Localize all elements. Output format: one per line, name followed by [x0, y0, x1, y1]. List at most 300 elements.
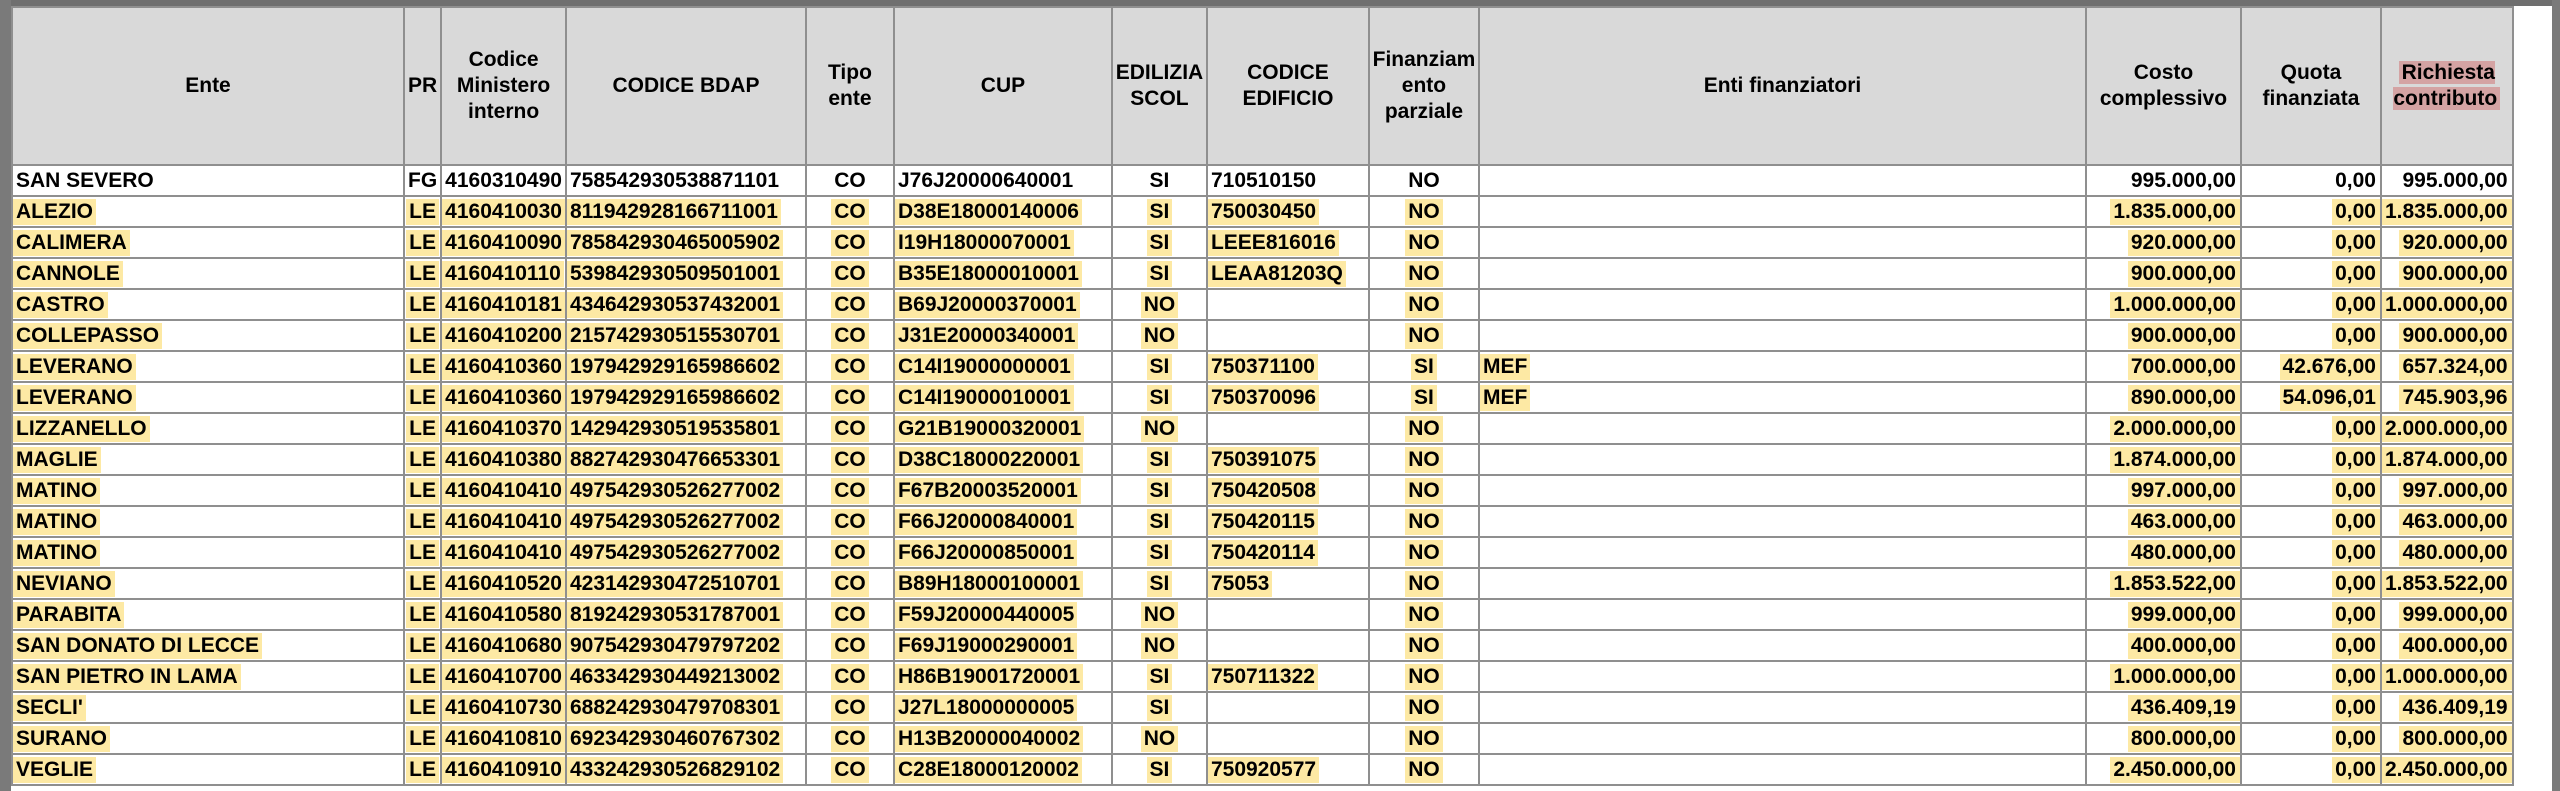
cell-ente[interactable] — [12, 661, 404, 692]
cell-tipo-ente[interactable] — [806, 537, 894, 568]
cell-codice-bdap[interactable] — [566, 413, 806, 444]
cell-edilizia-scol[interactable] — [1112, 196, 1207, 227]
cell-enti-finanziatori[interactable] — [1479, 506, 2086, 537]
cell-ente[interactable] — [12, 227, 404, 258]
cell-ente[interactable] — [12, 599, 404, 630]
cell-costo-complessivo[interactable] — [2086, 444, 2241, 475]
header-cup[interactable]: CUP — [894, 7, 1112, 165]
cell-enti-finanziatori[interactable] — [1479, 630, 2086, 661]
cell-tipo-ente[interactable] — [806, 599, 894, 630]
header-codice-edificio[interactable]: CODICE EDIFICIO — [1207, 7, 1369, 165]
cell-richiesta-contributo[interactable] — [2381, 320, 2513, 351]
cell-codice-edificio[interactable] — [1207, 599, 1369, 630]
cell-cup[interactable] — [894, 599, 1112, 630]
cell-richiesta-contributo[interactable] — [2381, 196, 2513, 227]
cell-edilizia-scol[interactable] — [1112, 444, 1207, 475]
cell-pr[interactable] — [404, 661, 441, 692]
cell-costo-complessivo-text: 480.000,00 — [2128, 540, 2240, 566]
cell-tipo-ente[interactable] — [806, 630, 894, 661]
cell-richiesta-contributo[interactable] — [2381, 599, 2513, 630]
cell-costo-complessivo[interactable] — [2086, 692, 2241, 723]
cell-tipo-ente[interactable] — [806, 413, 894, 444]
cell-quota-finanziata[interactable] — [2241, 692, 2381, 723]
cell-costo-complessivo[interactable] — [2086, 537, 2241, 568]
cell-codice-ministero[interactable] — [441, 196, 566, 227]
cell-pr[interactable] — [404, 506, 441, 537]
cell-codice-ministero[interactable] — [441, 661, 566, 692]
cell-codice-ministero-text: 4160410370 — [442, 416, 565, 442]
cell-pr-text: LE — [406, 292, 439, 318]
cell-enti-finanziatori[interactable] — [1479, 320, 2086, 351]
cell-codice-ministero[interactable] — [441, 289, 566, 320]
cell-edilizia-scol[interactable] — [1112, 692, 1207, 723]
cell-pr[interactable] — [404, 382, 441, 413]
cell-richiesta-contributo[interactable] — [2381, 568, 2513, 599]
cell-codice-ministero[interactable] — [441, 382, 566, 413]
cell-quota-finanziata[interactable] — [2241, 754, 2381, 785]
cell-enti-finanziatori[interactable] — [1479, 754, 2086, 785]
cell-finanziamento-parziale[interactable] — [1369, 165, 1479, 196]
cell-codice-edificio[interactable] — [1207, 227, 1369, 258]
cell-pr[interactable] — [404, 258, 441, 289]
cell-costo-complessivo[interactable] — [2086, 661, 2241, 692]
cell-pr[interactable] — [404, 196, 441, 227]
cell-ente[interactable] — [12, 723, 404, 754]
header-ente[interactable]: Ente — [12, 7, 404, 165]
cell-finanziamento-parziale-text: NO — [1405, 323, 1443, 349]
cell-edilizia-scol[interactable] — [1112, 320, 1207, 351]
cell-richiesta-contributo[interactable] — [2381, 444, 2513, 475]
cell-enti-finanziatori[interactable] — [1479, 661, 2086, 692]
cell-edilizia-scol[interactable] — [1112, 506, 1207, 537]
cell-costo-complessivo[interactable] — [2086, 382, 2241, 413]
cell-ente[interactable] — [12, 351, 404, 382]
cell-tipo-ente[interactable] — [806, 382, 894, 413]
cell-finanziamento-parziale[interactable] — [1369, 444, 1479, 475]
cell-codice-bdap[interactable] — [566, 723, 806, 754]
header-tipo-ente[interactable]: Tipo ente — [806, 7, 894, 165]
cell-enti-finanziatori[interactable] — [1479, 413, 2086, 444]
cell-codice-edificio[interactable] — [1207, 413, 1369, 444]
cell-ente[interactable] — [12, 289, 404, 320]
cell-costo-complessivo[interactable] — [2086, 723, 2241, 754]
cell-codice-edificio[interactable] — [1207, 723, 1369, 754]
cell-codice-edificio[interactable] — [1207, 196, 1369, 227]
cell-edilizia-scol[interactable] — [1112, 165, 1207, 196]
cell-codice-edificio-text: 710510150 — [1210, 168, 1317, 192]
header-richiesta-contributo[interactable] — [2381, 7, 2513, 165]
cell-tipo-ente[interactable] — [806, 568, 894, 599]
cell-cup[interactable] — [894, 537, 1112, 568]
cell-codice-ministero[interactable] — [441, 475, 566, 506]
cell-richiesta-contributo[interactable] — [2381, 258, 2513, 289]
cell-ente[interactable] — [12, 537, 404, 568]
cell-enti-finanziatori[interactable] — [1479, 258, 2086, 289]
cell-codice-bdap[interactable] — [566, 568, 806, 599]
cell-cup[interactable] — [894, 661, 1112, 692]
cell-codice-ministero[interactable] — [441, 599, 566, 630]
cell-enti-finanziatori[interactable] — [1479, 444, 2086, 475]
cell-cup[interactable] — [894, 506, 1112, 537]
cell-ente-text: COLLEPASSO — [13, 323, 162, 349]
cell-ente[interactable] — [12, 382, 404, 413]
cell-codice-bdap[interactable] — [566, 289, 806, 320]
cell-codice-bdap[interactable] — [566, 661, 806, 692]
header-codice-bdap[interactable]: CODICE BDAP — [566, 7, 806, 165]
cell-codice-bdap[interactable] — [566, 382, 806, 413]
cell-quota-finanziata[interactable] — [2241, 723, 2381, 754]
cell-costo-complessivo[interactable] — [2086, 506, 2241, 537]
cell-enti-finanziatori[interactable] — [1479, 723, 2086, 754]
cell-codice-edificio[interactable] — [1207, 537, 1369, 568]
cell-tipo-ente-text: CO — [831, 664, 869, 690]
cell-finanziamento-parziale[interactable] — [1369, 537, 1479, 568]
table-row — [12, 227, 2513, 258]
cell-costo-complessivo[interactable] — [2086, 196, 2241, 227]
cell-cup[interactable] — [894, 351, 1112, 382]
cell-codice-ministero[interactable] — [441, 537, 566, 568]
cell-codice-edificio[interactable] — [1207, 661, 1369, 692]
cell-enti-finanziatori[interactable] — [1479, 289, 2086, 320]
header-quota-finanziata[interactable]: Quota finanziata — [2241, 7, 2381, 165]
cell-codice-ministero[interactable] — [441, 258, 566, 289]
cell-quota-finanziata[interactable] — [2241, 661, 2381, 692]
cell-cup[interactable] — [894, 196, 1112, 227]
cell-finanziamento-parziale[interactable] — [1369, 754, 1479, 785]
cell-enti-finanziatori[interactable] — [1479, 599, 2086, 630]
cell-enti-finanziatori-text: MEF — [1480, 385, 1530, 411]
cell-cup[interactable] — [894, 258, 1112, 289]
cell-finanziamento-parziale[interactable] — [1369, 258, 1479, 289]
cell-costo-complessivo[interactable] — [2086, 630, 2241, 661]
cell-codice-edificio[interactable] — [1207, 165, 1369, 196]
cell-edilizia-scol[interactable] — [1112, 258, 1207, 289]
cell-edilizia-scol[interactable] — [1112, 599, 1207, 630]
cell-finanziamento-parziale[interactable] — [1369, 351, 1479, 382]
cell-codice-bdap[interactable] — [566, 506, 806, 537]
cell-cup[interactable] — [894, 692, 1112, 723]
cell-finanziamento-parziale[interactable] — [1369, 599, 1479, 630]
cell-cup[interactable] — [894, 382, 1112, 413]
cell-tipo-ente[interactable] — [806, 444, 894, 475]
cell-quota-finanziata[interactable] — [2241, 165, 2381, 196]
cell-pr[interactable] — [404, 227, 441, 258]
cell-codice-bdap[interactable] — [566, 692, 806, 723]
header-costo-complessivo[interactable]: Costo complessivo — [2086, 7, 2241, 165]
cell-codice-ministero-text: 4160410410 — [442, 478, 565, 504]
cell-richiesta-contributo[interactable] — [2381, 475, 2513, 506]
cell-richiesta-contributo[interactable] — [2381, 289, 2513, 320]
cell-finanziamento-parziale[interactable] — [1369, 568, 1479, 599]
cell-richiesta-contributo[interactable] — [2381, 661, 2513, 692]
cell-cup[interactable] — [894, 320, 1112, 351]
cell-quota-finanziata[interactable] — [2241, 568, 2381, 599]
cell-costo-complessivo[interactable] — [2086, 258, 2241, 289]
cell-richiesta-contributo[interactable] — [2381, 630, 2513, 661]
cell-codice-ministero-text: 4160410030 — [442, 199, 565, 225]
cell-ente[interactable] — [12, 196, 404, 227]
cell-finanziamento-parziale[interactable] — [1369, 196, 1479, 227]
cell-codice-ministero[interactable] — [441, 227, 566, 258]
cell-codice-bdap[interactable] — [566, 754, 806, 785]
cell-tipo-ente[interactable] — [806, 723, 894, 754]
cell-quota-finanziata[interactable] — [2241, 382, 2381, 413]
cell-cup[interactable] — [894, 475, 1112, 506]
cell-quota-finanziata[interactable] — [2241, 227, 2381, 258]
cell-pr[interactable] — [404, 754, 441, 785]
cell-quota-finanziata[interactable] — [2241, 413, 2381, 444]
cell-richiesta-contributo-text: 436.409,19 — [2399, 695, 2511, 721]
cell-finanziamento-parziale[interactable] — [1369, 413, 1479, 444]
cell-richiesta-contributo[interactable] — [2381, 227, 2513, 258]
cell-richiesta-contributo[interactable] — [2381, 537, 2513, 568]
cell-pr[interactable] — [404, 320, 441, 351]
cell-costo-complessivo[interactable] — [2086, 475, 2241, 506]
cell-ente[interactable] — [12, 506, 404, 537]
cell-codice-bdap[interactable] — [566, 320, 806, 351]
cell-codice-edificio[interactable] — [1207, 382, 1369, 413]
cell-cup[interactable] — [894, 227, 1112, 258]
cell-cup-text: H13B20000040002 — [895, 726, 1083, 752]
header-enti-finanziatori[interactable]: Enti finanziatori — [1479, 7, 2086, 165]
cell-quota-finanziata[interactable] — [2241, 320, 2381, 351]
cell-codice-edificio[interactable] — [1207, 630, 1369, 661]
cell-ente[interactable] — [12, 568, 404, 599]
cell-finanziamento-parziale[interactable] — [1369, 506, 1479, 537]
cell-pr[interactable] — [404, 568, 441, 599]
cell-cup[interactable] — [894, 413, 1112, 444]
cell-edilizia-scol[interactable] — [1112, 227, 1207, 258]
cell-codice-ministero[interactable] — [441, 351, 566, 382]
cell-codice-ministero[interactable] — [441, 754, 566, 785]
cell-codice-bdap[interactable] — [566, 196, 806, 227]
cell-tipo-ente[interactable] — [806, 754, 894, 785]
cell-edilizia-scol[interactable] — [1112, 537, 1207, 568]
cell-enti-finanziatori[interactable] — [1479, 475, 2086, 506]
cell-codice-edificio[interactable] — [1207, 258, 1369, 289]
cell-pr[interactable] — [404, 351, 441, 382]
cell-quota-finanziata[interactable] — [2241, 475, 2381, 506]
cell-tipo-ente[interactable] — [806, 475, 894, 506]
cell-costo-complessivo[interactable] — [2086, 227, 2241, 258]
cell-ente-text: SURANO — [13, 726, 110, 752]
cell-finanziamento-parziale[interactable] — [1369, 475, 1479, 506]
cell-codice-edificio[interactable] — [1207, 692, 1369, 723]
cell-pr[interactable] — [404, 599, 441, 630]
cell-tipo-ente[interactable] — [806, 661, 894, 692]
cell-codice-edificio[interactable] — [1207, 475, 1369, 506]
cell-quota-finanziata[interactable] — [2241, 537, 2381, 568]
cell-ente[interactable] — [12, 258, 404, 289]
cell-finanziamento-parziale[interactable] — [1369, 320, 1479, 351]
header-pr[interactable]: PR — [404, 7, 441, 165]
cell-codice-ministero[interactable] — [441, 165, 566, 196]
cell-finanziamento-parziale[interactable] — [1369, 382, 1479, 413]
cell-edilizia-scol[interactable] — [1112, 475, 1207, 506]
cell-tipo-ente[interactable] — [806, 289, 894, 320]
cell-codice-bdap[interactable] — [566, 630, 806, 661]
cell-quota-finanziata[interactable] — [2241, 196, 2381, 227]
cell-codice-edificio[interactable] — [1207, 506, 1369, 537]
cell-cup[interactable] — [894, 630, 1112, 661]
cell-quota-finanziata[interactable] — [2241, 630, 2381, 661]
cell-tipo-ente-text: CO — [834, 168, 866, 192]
cell-codice-bdap[interactable] — [566, 537, 806, 568]
cell-codice-ministero-text: 4160410680 — [442, 633, 565, 659]
cell-ente[interactable] — [12, 630, 404, 661]
cell-edilizia-scol[interactable] — [1112, 413, 1207, 444]
cell-pr[interactable] — [404, 475, 441, 506]
cell-cup[interactable] — [894, 165, 1112, 196]
cell-cup-text: D38C18000220001 — [895, 447, 1083, 473]
cell-codice-ministero[interactable] — [441, 506, 566, 537]
cell-codice-edificio[interactable] — [1207, 320, 1369, 351]
cell-cup[interactable] — [894, 723, 1112, 754]
cell-richiesta-contributo[interactable] — [2381, 506, 2513, 537]
cell-codice-ministero[interactable] — [441, 630, 566, 661]
cell-edilizia-scol[interactable] — [1112, 568, 1207, 599]
cell-pr[interactable] — [404, 165, 441, 196]
cell-quota-finanziata[interactable] — [2241, 351, 2381, 382]
cell-codice-bdap-text: 688242930479708301 — [567, 695, 783, 721]
cell-edilizia-scol[interactable] — [1112, 289, 1207, 320]
cell-richiesta-contributo[interactable] — [2381, 165, 2513, 196]
cell-ente[interactable] — [12, 754, 404, 785]
header-edilizia-scol[interactable]: EDILIZIA SCOL — [1112, 7, 1207, 165]
cell-codice-edificio[interactable] — [1207, 754, 1369, 785]
cell-cup[interactable] — [894, 444, 1112, 475]
cell-edilizia-scol[interactable] — [1112, 754, 1207, 785]
cell-edilizia-scol[interactable] — [1112, 382, 1207, 413]
cell-enti-finanziatori[interactable] — [1479, 568, 2086, 599]
cell-pr-text: LE — [406, 199, 439, 225]
cell-pr[interactable] — [404, 630, 441, 661]
cell-richiesta-contributo[interactable] — [2381, 692, 2513, 723]
cell-ente[interactable] — [12, 692, 404, 723]
cell-ente[interactable] — [12, 320, 404, 351]
cell-finanziamento-parziale[interactable] — [1369, 692, 1479, 723]
cell-pr[interactable] — [404, 289, 441, 320]
cell-quota-finanziata[interactable] — [2241, 258, 2381, 289]
cell-codice-edificio[interactable] — [1207, 444, 1369, 475]
cell-ente-text: MAGLIE — [13, 447, 101, 473]
cell-codice-edificio[interactable] — [1207, 289, 1369, 320]
cell-codice-edificio[interactable] — [1207, 568, 1369, 599]
cell-codice-bdap[interactable] — [566, 599, 806, 630]
cell-ente[interactable] — [12, 413, 404, 444]
cell-enti-finanziatori[interactable] — [1479, 692, 2086, 723]
cell-finanziamento-parziale[interactable] — [1369, 630, 1479, 661]
cell-enti-finanziatori[interactable] — [1479, 537, 2086, 568]
cell-costo-complessivo[interactable] — [2086, 351, 2241, 382]
cell-edilizia-scol[interactable] — [1112, 351, 1207, 382]
cell-cup[interactable] — [894, 754, 1112, 785]
cell-pr[interactable] — [404, 444, 441, 475]
cell-costo-complessivo[interactable] — [2086, 754, 2241, 785]
cell-codice-ministero[interactable] — [441, 413, 566, 444]
cell-codice-ministero[interactable] — [441, 692, 566, 723]
cell-tipo-ente[interactable] — [806, 506, 894, 537]
cell-codice-edificio[interactable] — [1207, 351, 1369, 382]
cell-quota-finanziata[interactable] — [2241, 289, 2381, 320]
cell-tipo-ente[interactable] — [806, 258, 894, 289]
cell-edilizia-scol[interactable] — [1112, 661, 1207, 692]
cell-codice-bdap-text: 539842930509501001 — [567, 261, 783, 287]
cell-codice-bdap[interactable] — [566, 258, 806, 289]
cell-ente[interactable] — [12, 475, 404, 506]
cell-richiesta-contributo[interactable] — [2381, 351, 2513, 382]
cell-costo-complessivo[interactable] — [2086, 165, 2241, 196]
table-row — [12, 661, 2513, 692]
cell-tipo-ente[interactable] — [806, 320, 894, 351]
cell-codice-bdap-text: 819242930531787001 — [567, 602, 783, 628]
cell-codice-bdap[interactable] — [566, 165, 806, 196]
cell-tipo-ente[interactable] — [806, 165, 894, 196]
cell-tipo-ente[interactable] — [806, 196, 894, 227]
cell-codice-ministero[interactable] — [441, 320, 566, 351]
cell-enti-finanziatori[interactable] — [1479, 382, 2086, 413]
cell-ente[interactable] — [12, 165, 404, 196]
cell-costo-complessivo[interactable] — [2086, 289, 2241, 320]
cell-pr[interactable] — [404, 537, 441, 568]
table-row — [12, 754, 2513, 785]
cell-ente-text: CANNOLE — [13, 261, 123, 287]
cell-enti-finanziatori[interactable] — [1479, 165, 2086, 196]
cell-enti-finanziatori[interactable] — [1479, 351, 2086, 382]
cell-finanziamento-parziale[interactable] — [1369, 227, 1479, 258]
cell-richiesta-contributo[interactable] — [2381, 754, 2513, 785]
cell-quota-finanziata[interactable] — [2241, 444, 2381, 475]
cell-quota-finanziata[interactable] — [2241, 506, 2381, 537]
cell-costo-complessivo[interactable] — [2086, 320, 2241, 351]
cell-costo-complessivo[interactable] — [2086, 599, 2241, 630]
cell-cup[interactable] — [894, 289, 1112, 320]
cell-finanziamento-parziale[interactable] — [1369, 723, 1479, 754]
cell-codice-ministero-text: 4160410730 — [442, 695, 565, 721]
cell-tipo-ente[interactable] — [806, 351, 894, 382]
cell-finanziamento-parziale[interactable] — [1369, 289, 1479, 320]
cell-tipo-ente[interactable] — [806, 227, 894, 258]
cell-codice-bdap[interactable] — [566, 475, 806, 506]
cell-cup[interactable] — [894, 568, 1112, 599]
cell-codice-bdap[interactable] — [566, 444, 806, 475]
cell-codice-ministero[interactable] — [441, 723, 566, 754]
cell-codice-bdap[interactable] — [566, 227, 806, 258]
cell-costo-complessivo[interactable] — [2086, 568, 2241, 599]
cell-finanziamento-parziale[interactable] — [1369, 661, 1479, 692]
cell-codice-ministero[interactable] — [441, 444, 566, 475]
cell-enti-finanziatori[interactable] — [1479, 196, 2086, 227]
cell-edilizia-scol[interactable] — [1112, 630, 1207, 661]
cell-pr[interactable] — [404, 692, 441, 723]
cell-codice-bdap[interactable] — [566, 351, 806, 382]
cell-costo-complessivo[interactable] — [2086, 413, 2241, 444]
cell-quota-finanziata[interactable] — [2241, 599, 2381, 630]
cell-richiesta-contributo[interactable] — [2381, 723, 2513, 754]
cell-pr[interactable] — [404, 413, 441, 444]
header-codice-ministero[interactable]: Codice Ministero interno — [441, 7, 566, 165]
header-finanziamento-parziale[interactable]: Finanziam ento parziale — [1369, 7, 1479, 165]
cell-ente[interactable] — [12, 444, 404, 475]
cell-pr[interactable] — [404, 723, 441, 754]
cell-tipo-ente[interactable] — [806, 692, 894, 723]
cell-codice-ministero[interactable] — [441, 568, 566, 599]
cell-richiesta-contributo[interactable] — [2381, 413, 2513, 444]
cell-codice-bdap-text: 497542930526277002 — [567, 540, 783, 566]
cell-edilizia-scol[interactable] — [1112, 723, 1207, 754]
cell-enti-finanziatori[interactable] — [1479, 227, 2086, 258]
cell-richiesta-contributo[interactable] — [2381, 382, 2513, 413]
